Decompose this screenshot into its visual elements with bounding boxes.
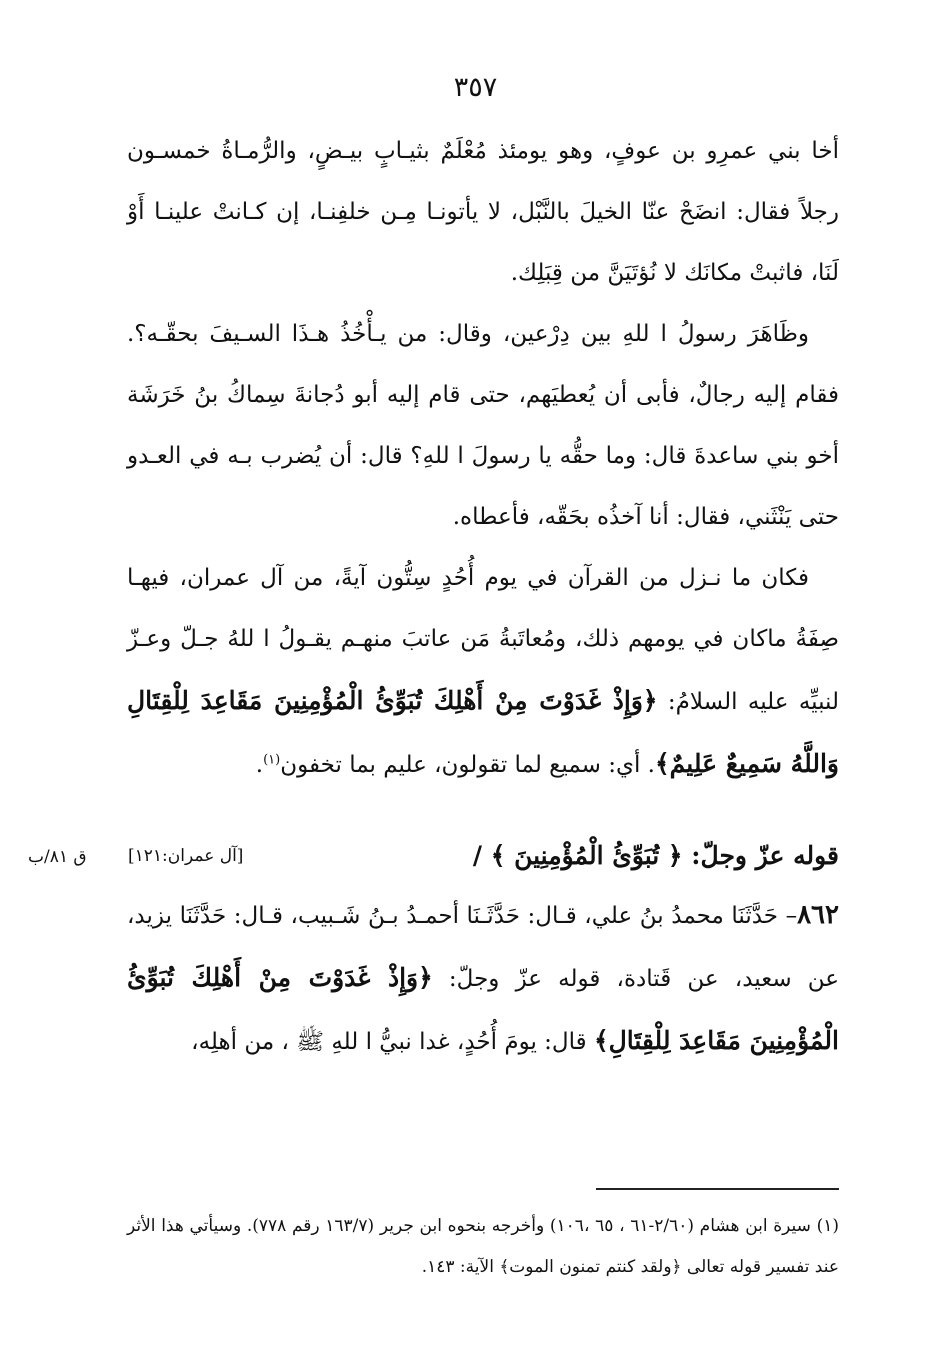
paragraph-3 (127, 548, 839, 796)
paragraph-1 (127, 121, 839, 304)
hadith-text-1: – حَدَّثَنَا محمدُ بنُ علي، قـال: حَدَّثَـنَا أحمـدُ بـنُ شَـبيب، قـال: حَدَّثَنَا يزيد، عن سعيد، عن قَتادة، قوله عزّ وجلّ: (127, 903, 839, 992)
section-heading (128, 832, 839, 880)
paragraph-text-before: فكان ما نـزل من القرآن في يوم أُحُدٍ سِتُّون آيةً، من آل عمران، فيهـا صِفَةُ ماكان في يومهم ذلك، ومُعاتَبةُ مَن عاتبَ منهـم يقـولُ ا للهُ جـلّ وعـزّ لنبيِّه عليه السلامُ: (127, 565, 839, 715)
hadith-entry (127, 885, 839, 1073)
paragraph-2 (127, 304, 839, 548)
footnote-separator (596, 1188, 839, 1190)
footnote (127, 1206, 839, 1288)
footnote-text (127, 1206, 839, 1288)
verse-reference: [آل عمران:١٢١] (128, 846, 244, 866)
footnote-line-1: (١) سيرة ابن هشام (٢/٦٠-٦١ ، ٦٥ ،١٠٦) وأخرجه بنحوه ابن جرير (١٦٣/٧ رقم ٧٧٨). وسيأتي هذا الأثر عند تفسير قوله تعالى (127, 1216, 840, 1277)
paragraph-text: أخا بني عمرِو بن عوفٍ، وهو يومئذ مُعْلَمٌ بثيـابٍ بيـضٍ، والرُّمـاةُ خمسـون رجلاً فقال: انضَحْ عنّا الخيلَ بالنَّبْل، لا يأتونـا مِـن خلفِنـا، إن كـانتْ علينـا أَوْ لَنَا، فاثبتْ مكانَك لا نُؤتَيَنَّ من قِبَلِك. (127, 138, 839, 286)
heading-label: قوله عزّ وجلّ: (682, 841, 839, 870)
heading-title (473, 832, 839, 880)
paragraph-text: وظَاهَرَ رسولُ ا للهِ بين دِرْعين، وقال: من يـأْخُذُ هـذَا السـيفَ بحقّـه؟. فقام إليه رجالٌ، فأبى أن يُعطيَهم، حتى قام إليه أبو دُجانةَ سِماكُ بنُ خَرَشَة أخو بني ساعدةَ قال: وما حقُّه يا رسولَ ا للهِ؟ قال: أن يُضرب بـه في العـدو حتى يَنْثَني، فقال: أنا آخذُه بحَقّه، فأعطاه. (127, 321, 839, 530)
footnote-marker[interactable]: (١) (263, 752, 281, 768)
heading-slash: / (472, 841, 491, 870)
hadith-text-2: قال: يومَ أُحُدٍ، غدا نبيُّ ا للهِ ﷺ ، من أهلِه، (191, 1029, 594, 1055)
quran-verse: ﴿وَإِذْ غَدَوْتَ مِنْ أَهْلِكَ تُبَوِّئُ الْمُؤْمِنِينَ مَقَاعِدَ لِلْقِتَالِ وَاللَّهُ سَمِيعٌ عَلِيمٌ﴾ (127, 686, 839, 778)
footnote-line-2: الآية: ١٤٣. (421, 1257, 500, 1277)
paragraph-text-after: . أي: سميع لما تقولون، عليم بما تخفون (280, 752, 655, 778)
heading-quran: ﴿ تُبَوِّئُ الْمُؤْمِنِينَ ﴾ (490, 841, 683, 870)
hadith-text (127, 885, 839, 1073)
hadith-number: ٨٦٢ (797, 900, 839, 930)
footnote-quran: ﴿ولقد كنتم تمنون الموت﴾ (499, 1257, 682, 1277)
paragraph-text (127, 548, 839, 796)
sentence-end: . (255, 752, 264, 778)
manuscript-reference: ق ٨١/ب (28, 847, 87, 867)
page-number: ٣٥٧ (453, 72, 498, 103)
quran-verse: ﴿وَإِذْ غَدَوْتَ مِنْ أَهْلِكَ تُبَوِّئُ الْمُؤْمِنِينَ مَقَاعِدَ لِلْقِتَالِ﴾ (127, 963, 839, 1055)
